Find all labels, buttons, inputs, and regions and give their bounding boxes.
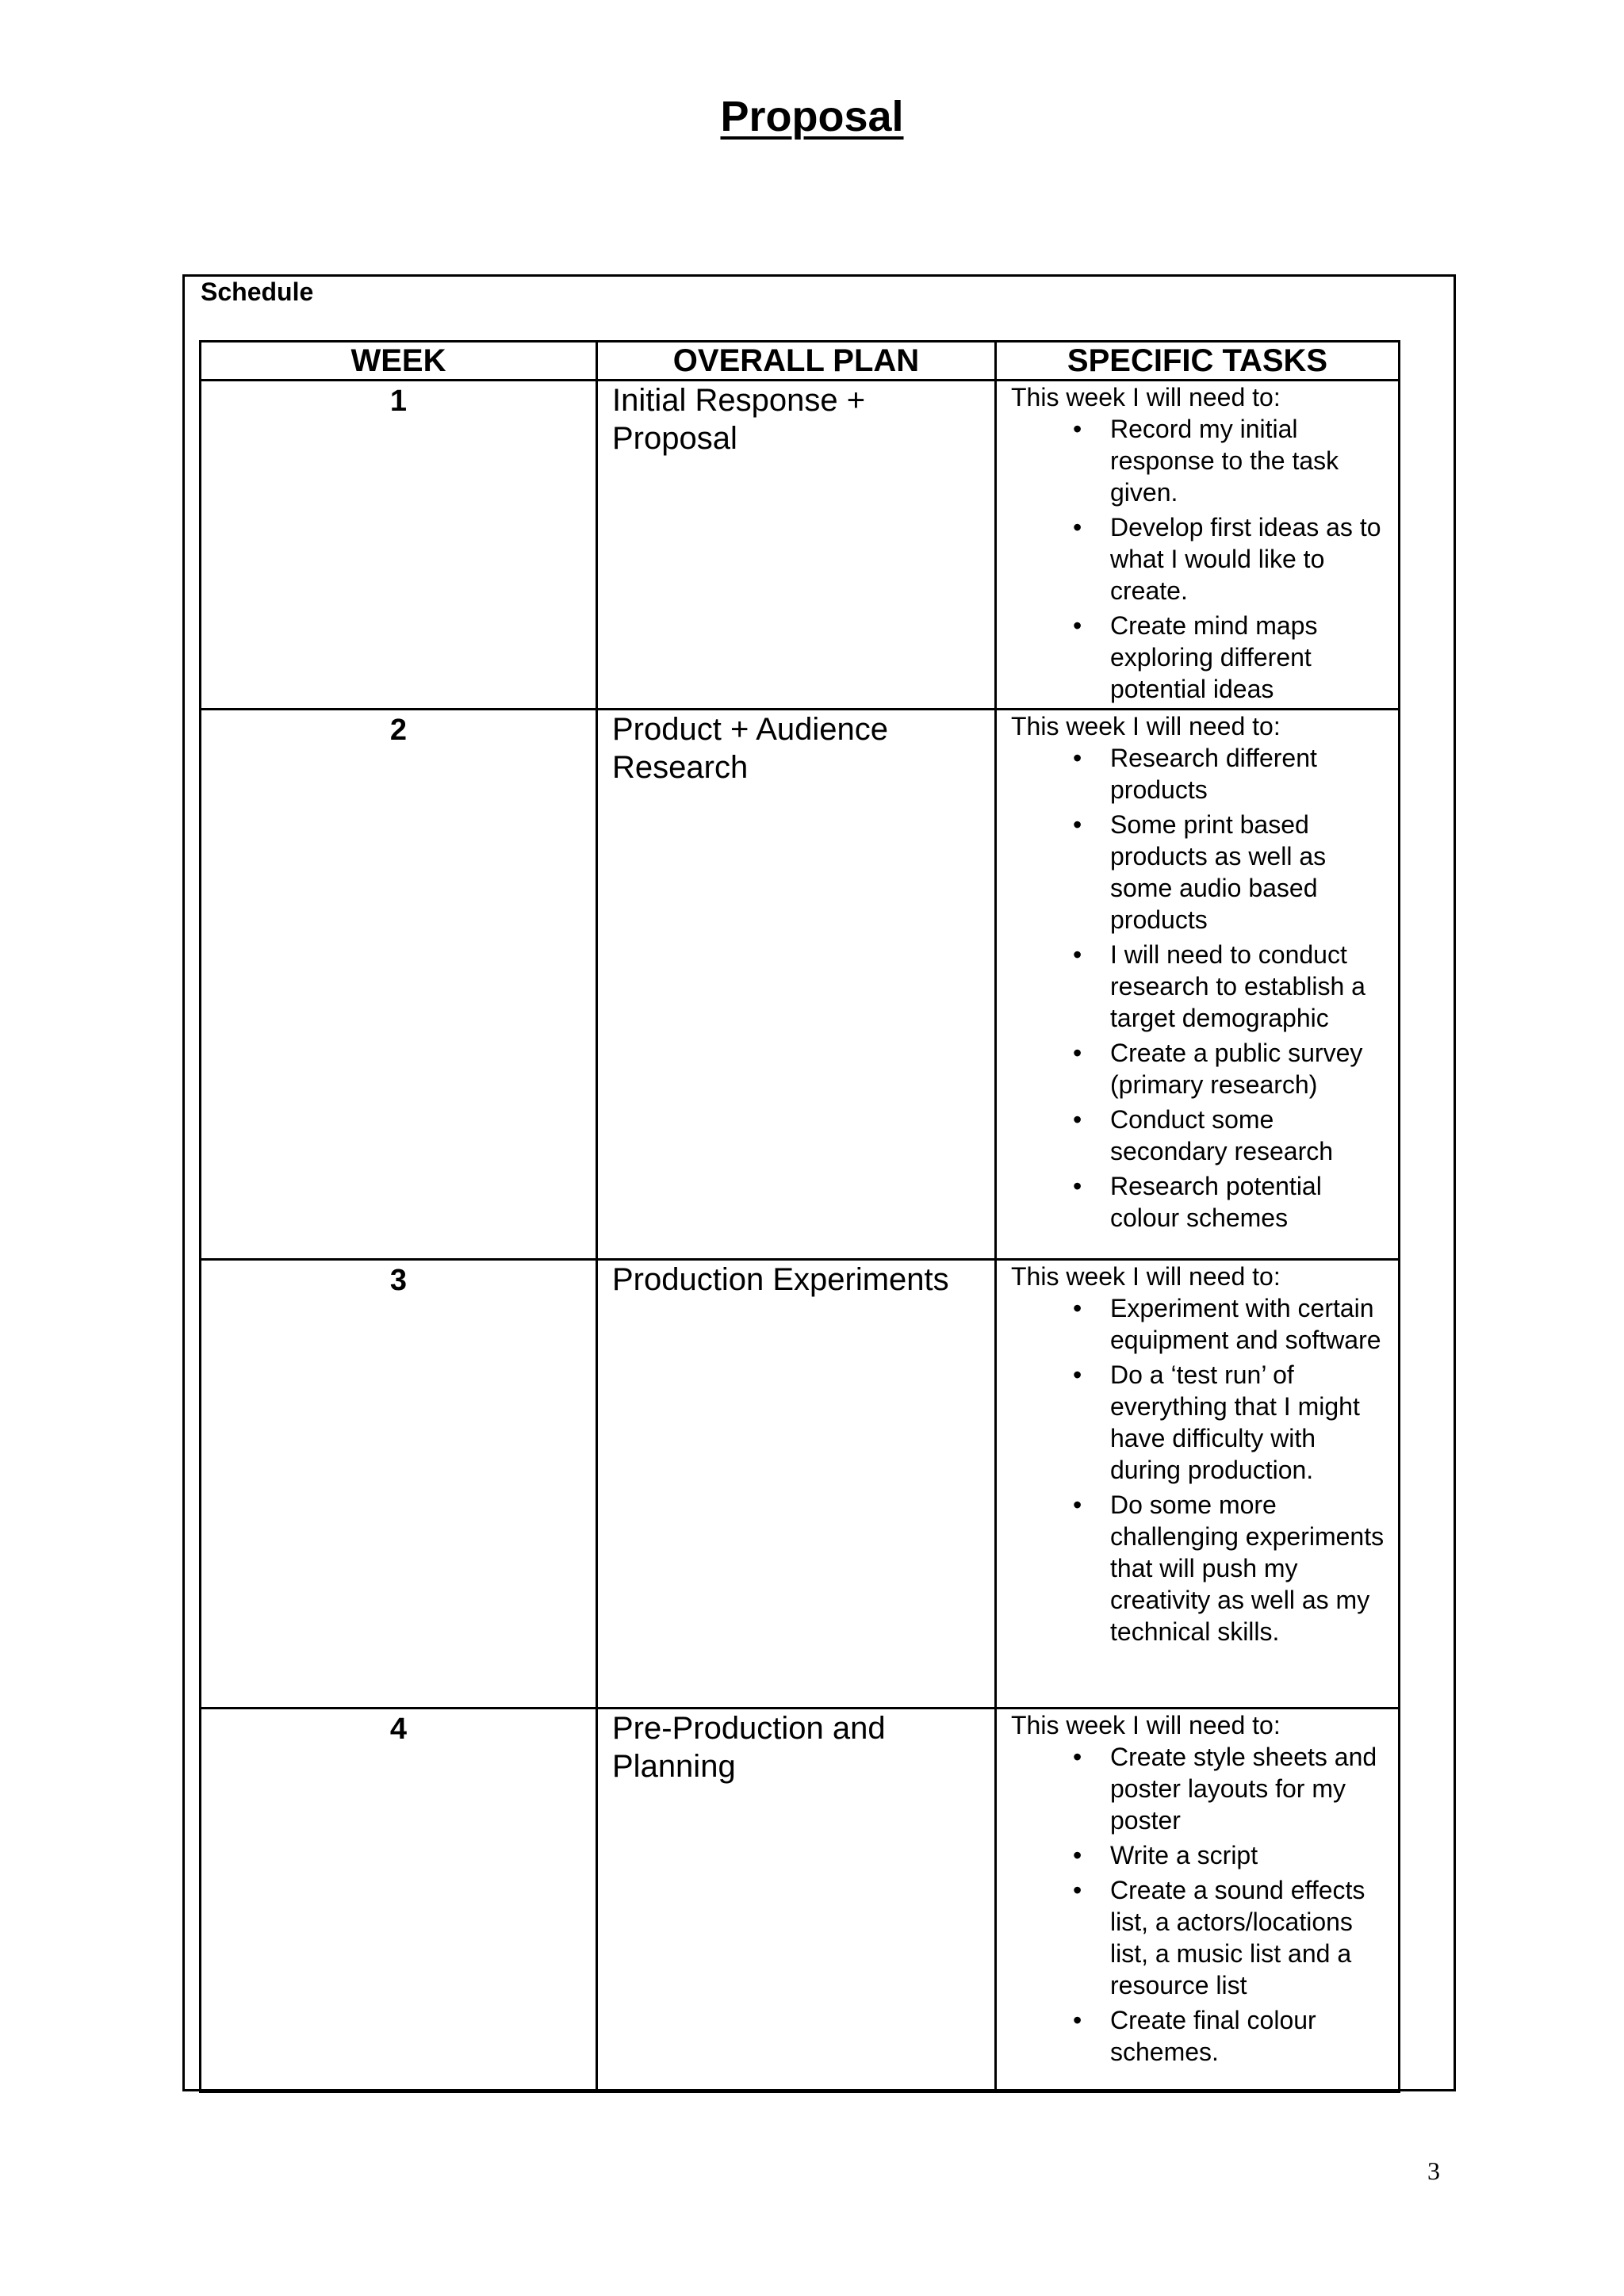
list-item — [1011, 610, 1385, 705]
week-number: 2 — [201, 710, 597, 1260]
bullet-icon: • — [1073, 2006, 1082, 2034]
bullet-icon: • — [1073, 744, 1082, 772]
bullet-icon: • — [1073, 513, 1082, 541]
bullet-icon: • — [1073, 415, 1082, 443]
schedule-table — [199, 340, 1400, 2093]
task-text: Experiment with certain equipment and software — [1110, 1294, 1381, 1354]
task-list — [1011, 742, 1385, 1234]
list-item — [1011, 2004, 1385, 2068]
bullet-icon: • — [1073, 1172, 1082, 1200]
tasks-intro: This week I will need to: — [1011, 383, 1281, 411]
page-number: 3 — [1427, 2156, 1440, 2185]
column-header-specific-tasks: SPECIFIC TASKS — [996, 342, 1400, 381]
tasks-intro: This week I will need to: — [1011, 712, 1281, 740]
table-row — [201, 1260, 1400, 1709]
tasks-intro: This week I will need to: — [1011, 1711, 1281, 1739]
bullet-icon: • — [1073, 1105, 1082, 1134]
list-item — [1011, 1170, 1385, 1234]
specific-tasks — [996, 1260, 1400, 1709]
task-text: Create style sheets and poster layouts for my poster — [1110, 1743, 1377, 1835]
table-row — [201, 710, 1400, 1260]
table-row — [201, 1709, 1400, 2092]
task-text: Create a sound effects list, a actors/locations list, a music list and a resource list — [1110, 1876, 1365, 1999]
list-item — [1011, 742, 1385, 806]
schedule-frame — [182, 274, 1456, 2091]
section-label: Schedule — [201, 277, 314, 306]
task-text: Research different products — [1110, 744, 1317, 804]
list-item — [1011, 1741, 1385, 1836]
overall-plan: Initial Response + Proposal — [597, 381, 996, 710]
list-item — [1011, 1037, 1385, 1100]
task-list — [1011, 1292, 1385, 1647]
column-header-overall-plan: OVERALL PLAN — [597, 342, 996, 381]
overall-plan: Product + Audience Research — [597, 710, 996, 1260]
table-header-row — [201, 342, 1400, 381]
task-text: Develop first ideas as to what I would like to create. — [1110, 513, 1381, 605]
week-number: 3 — [201, 1260, 597, 1709]
task-text: Research potential colour schemes — [1110, 1172, 1322, 1232]
list-item — [1011, 1839, 1385, 1871]
bullet-icon: • — [1073, 1294, 1082, 1322]
task-text: Create final colour schemes. — [1110, 2006, 1316, 2066]
bullet-icon: • — [1073, 1876, 1082, 1904]
bullet-icon: • — [1073, 940, 1082, 969]
specific-tasks — [996, 710, 1400, 1260]
task-text: Create mind maps exploring different potential ideas — [1110, 611, 1318, 703]
list-item — [1011, 1874, 1385, 2001]
specific-tasks — [996, 381, 1400, 710]
task-text: Some print based products as well as some audio based products — [1110, 810, 1327, 934]
overall-plan: Pre-Production and Planning — [597, 1709, 996, 2092]
list-item — [1011, 1489, 1385, 1647]
list-item — [1011, 511, 1385, 607]
column-header-week: WEEK — [201, 342, 597, 381]
task-text: Record my initial response to the task given. — [1110, 415, 1339, 507]
bullet-icon: • — [1073, 810, 1082, 839]
list-item — [1011, 413, 1385, 508]
task-text: Write a script — [1110, 1841, 1258, 1869]
list-item — [1011, 809, 1385, 936]
task-text: I will need to conduct research to establish a target demographic — [1110, 940, 1365, 1032]
task-text: Do a ‘test run’ of everything that I might have difficulty with during production. — [1110, 1360, 1360, 1484]
task-text: Create a public survey (primary research) — [1110, 1039, 1363, 1099]
bullet-icon: • — [1073, 1743, 1082, 1771]
task-text: Conduct some secondary research — [1110, 1105, 1334, 1165]
task-text: Do some more challenging experiments that will push my creativity as well as my technical skills. — [1110, 1490, 1385, 1646]
bullet-icon: • — [1073, 1841, 1082, 1869]
tasks-intro: This week I will need to: — [1011, 1262, 1281, 1291]
week-number: 1 — [201, 381, 597, 710]
bullet-icon: • — [1073, 1360, 1082, 1389]
list-item — [1011, 1104, 1385, 1167]
week-number: 4 — [201, 1709, 597, 2092]
task-list — [1011, 413, 1385, 705]
overall-plan: Production Experiments — [597, 1260, 996, 1709]
list-item — [1011, 1359, 1385, 1486]
page-title: Proposal — [720, 93, 904, 140]
bullet-icon: • — [1073, 611, 1082, 640]
list-item — [1011, 1292, 1385, 1356]
task-list — [1011, 1741, 1385, 2068]
bullet-icon: • — [1073, 1490, 1082, 1519]
bullet-icon: • — [1073, 1039, 1082, 1067]
table-row — [201, 381, 1400, 710]
specific-tasks — [996, 1709, 1400, 2092]
list-item — [1011, 939, 1385, 1034]
